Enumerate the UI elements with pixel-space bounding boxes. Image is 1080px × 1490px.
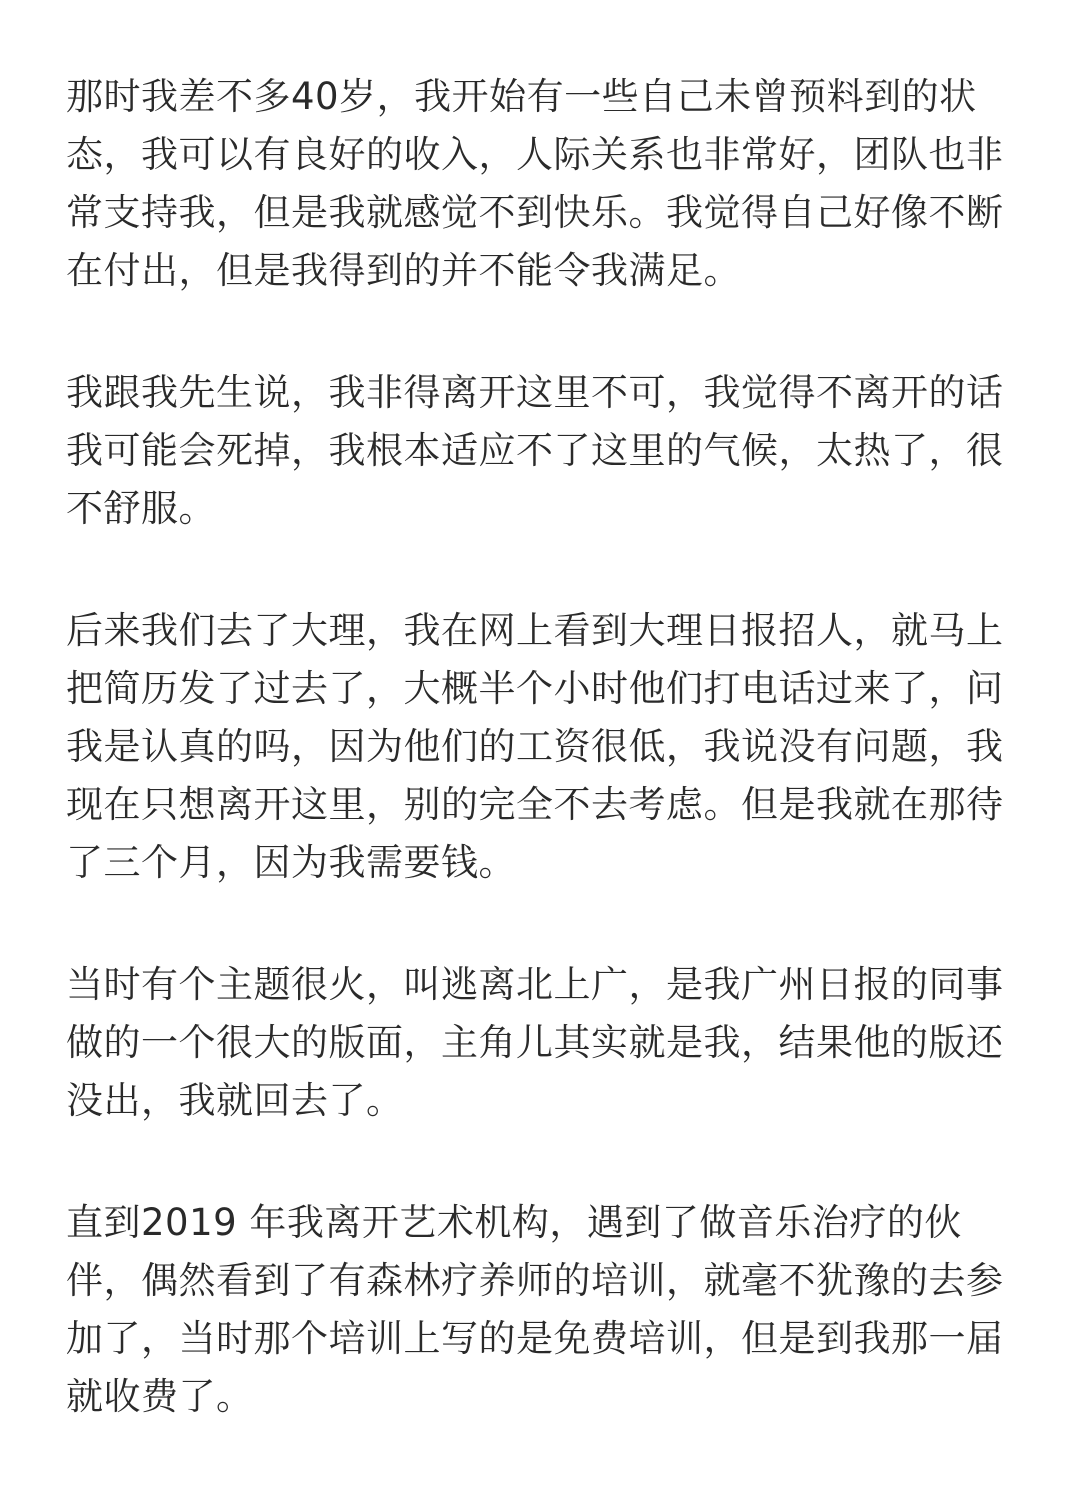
text-line: 后来我们去了大理，我在网上看到大理日报招人，就马上 [66, 609, 1004, 652]
text-line: 伴，偶然看到了有森林疗养师的培训，就毫不犹豫的去参 [66, 1259, 1004, 1302]
paragraph-5 [66, 1194, 1016, 1426]
text-line: 把简历发了过去了，大概半个小时他们打电话过来了，问 [66, 667, 1004, 710]
text-line: 常支持我，但是我就感觉不到快乐。我觉得自己好像不断 [66, 191, 1004, 234]
text-line: 现在只想离开这里，别的完全不去考虑。但是我就在那待 [66, 783, 1004, 826]
text-line: 加了，当时那个培训上写的是免费培训，但是到我那一届 [66, 1317, 1004, 1360]
text-line: 那时我差不多40岁，我开始有一些自己未曾预料到的状 [66, 75, 977, 118]
text-line: 我可能会死掉，我根本适应不了这里的气候，太热了，很 [66, 429, 1004, 472]
text-line: 做的一个很大的版面，主角儿其实就是我，结果他的版还 [66, 1021, 1004, 1064]
text-line: 不舒服。 [66, 487, 216, 530]
article-body [66, 68, 1016, 1490]
text-line: 没出，我就回去了。 [66, 1079, 404, 1122]
text-line: 了三个月，因为我需要钱。 [66, 841, 516, 884]
text-line: 在付出，但是我得到的并不能令我满足。 [66, 249, 741, 292]
text-line: 态，我可以有良好的收入，人际关系也非常好，团队也非 [66, 133, 1004, 176]
text-line: 我是认真的吗，因为他们的工资很低，我说没有问题，我 [66, 725, 1004, 768]
text-line: 就收费了。 [66, 1375, 254, 1418]
paragraph-3 [66, 602, 1016, 892]
text-line: 我跟我先生说，我非得离开这里不可，我觉得不离开的话 [66, 371, 1004, 414]
paragraph-4 [66, 956, 1016, 1130]
paragraph-1 [66, 68, 1016, 300]
text-line: 当时有个主题很火，叫逃离北上广，是我广州日报的同事 [66, 963, 1004, 1006]
text-line: 直到2019 年我离开艺术机构，遇到了做音乐治疗的伙 [66, 1201, 962, 1244]
paragraph-2 [66, 364, 1016, 538]
